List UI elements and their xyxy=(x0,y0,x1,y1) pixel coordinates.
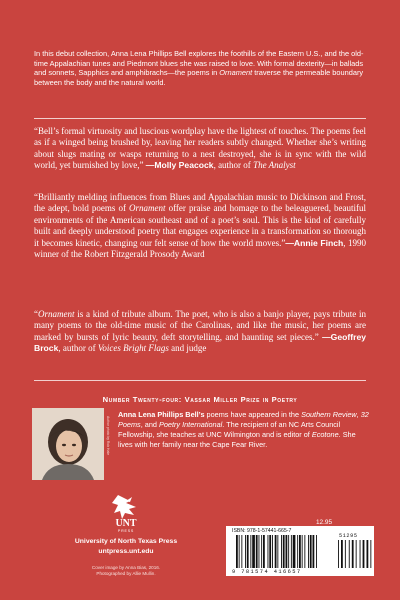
cover-credit-1: Cover image by Anna Bias, 2016. xyxy=(91,565,161,570)
barcode-bar xyxy=(304,535,305,568)
barcode-supp-bar xyxy=(367,540,369,568)
bio-text: , xyxy=(356,410,361,419)
blurb-text: offer praise and homage to the beleaguered, beautiful environments of the American southeast and of a poet’s soul. This is the kind of carefully built and deeply understood poetry that engages experience in a transformation so thorough it becomes kinetic, changing our felt sense of how the world moves.” xyxy=(34,203,366,248)
bio-journal: Southern Review xyxy=(301,410,357,419)
photo-credit: Author photo by Rob Hale xyxy=(106,416,110,456)
barcode-bar xyxy=(277,535,278,568)
author-portrait-image xyxy=(32,408,104,480)
barcode-bar xyxy=(288,535,289,568)
bio-journal: 32 Poems xyxy=(118,410,369,430)
bio-journal: Poetry International xyxy=(158,420,223,430)
barcode-bar xyxy=(241,535,242,568)
intro-text-end: traverse the permeable boundary between the body and the natural world. xyxy=(34,68,364,88)
author-photo xyxy=(32,408,104,480)
barcode-supp-bar xyxy=(338,540,339,568)
barcode-bar xyxy=(281,535,282,568)
prize-line: Number Twenty-four: Vassar Miller Prize in Poetry xyxy=(102,395,298,404)
barcode-bar xyxy=(250,535,251,568)
barcode-bar xyxy=(268,535,269,568)
barcode-supp-bar xyxy=(352,540,354,568)
barcode-supplement-digits: 51295 xyxy=(339,533,358,539)
bio-author-name: Anna Lena Phillips Bell’s xyxy=(118,410,205,419)
isbn-number: ISBN: 978-1-57441-665-7 xyxy=(232,528,292,534)
divider-bottom xyxy=(34,380,366,381)
barcode-bar xyxy=(316,535,317,568)
unt-press-eagle-logo xyxy=(96,493,156,533)
logo-press-text: PRESS xyxy=(117,529,135,533)
barcode-bar xyxy=(313,535,315,568)
blurb-author: —Molly Peacock xyxy=(145,160,214,171)
bio-text: poems have appeared in the xyxy=(204,410,302,419)
barcode-bar xyxy=(308,535,309,568)
blurb-author: —Annie Finch xyxy=(285,237,344,248)
publisher-url[interactable]: untpress.unt.edu xyxy=(98,548,154,555)
blurb-text: , author of xyxy=(213,160,254,171)
barcode-supp-bar xyxy=(345,540,346,568)
barcode-bar xyxy=(272,535,273,568)
blurb-author: —Geoffrey Brock xyxy=(34,331,366,354)
barcode-bar xyxy=(261,535,262,568)
price: 12.95 xyxy=(316,519,332,526)
barcode-bar xyxy=(299,535,301,568)
barcode-bar xyxy=(310,535,312,568)
barcode-bar xyxy=(297,535,298,568)
barcode-bar xyxy=(252,535,255,568)
blurb-text: is a kind of tribute album. The poet, who is also a banjo player, pays tribute in many poems to the old-time music of the Carolinas, and like the music, her poems are marked by bursts of lyric beauty, deft storytelling, and haunting set pieces.” xyxy=(34,309,366,342)
barcode-bar xyxy=(247,535,249,568)
bio-text: , and xyxy=(140,420,159,430)
isbn-barcode xyxy=(226,526,374,576)
barcode-bar xyxy=(269,535,271,568)
blurb-brock xyxy=(34,309,366,355)
barcode-bar xyxy=(245,535,246,568)
intro-book-title: Ornament xyxy=(219,68,253,78)
blurb-quote-mark: “ xyxy=(34,309,38,319)
barcode-supp-bar xyxy=(363,540,365,568)
blurb-text: “Bell’s formal virtuosity and luscious wordplay have the lightest of touches. The poems feel as if a winged being brushed by, leaving her readers subtly changed. Whether she’s writing about slugs mating or wasps returning to a nest destroyed, she is in sync with the wild world, yet burnished by love,” xyxy=(34,126,366,171)
logo-unt-text: UNT xyxy=(115,518,137,529)
barcode-bar xyxy=(263,535,265,568)
bio-text: . She lives with her family near the Cape Fear River. xyxy=(118,430,356,450)
blurb-text: and judge xyxy=(168,343,207,354)
blurb-book-title: Ornament xyxy=(38,309,75,319)
blurb-finch xyxy=(34,192,366,260)
barcode-bar xyxy=(275,535,277,568)
divider-top xyxy=(34,118,366,119)
barcode-bar xyxy=(286,535,288,568)
barcode-supp-bar xyxy=(349,540,350,568)
intro-paragraph xyxy=(34,49,366,88)
bio-text: . The recipient of an NC Arts Council Fellowship, she teaches at UNC Wilmington and is editor of xyxy=(118,420,341,440)
blurb-text: , author of xyxy=(58,343,98,354)
author-bio xyxy=(118,410,370,450)
bio-journal: Ecotone xyxy=(311,430,339,440)
barcode-bar xyxy=(239,535,240,568)
barcode-supp-bar xyxy=(341,540,343,568)
barcode-bar xyxy=(256,535,258,568)
publisher-name: University of North Texas Press xyxy=(74,538,178,545)
barcode-bar xyxy=(283,535,285,568)
barcode-bar xyxy=(302,535,303,568)
barcode-supp-bar xyxy=(356,540,357,568)
barcode-main-digits: 9 781574 416657 xyxy=(232,569,302,575)
blurb-work-title: Voices Bright Flags xyxy=(97,343,169,354)
intro-text: In this debut collection, Anna Lena Phillips Bell explores the foothills of the Eastern U.S., and the old-time Appalachian tunes and Piedmont blues she was raised to love. With formal dexterity—in ballads and sonnets, Sapphics and amphibrachs—the poems in xyxy=(34,49,364,78)
blurb-book-title: Ornament xyxy=(129,203,166,214)
blurb-text: “Brilliantly melding influences from Blues and Appalachian music to Dickinson and Frost, the adept, bold poems of xyxy=(34,192,366,214)
blurb-text: , 1990 winner of the Robert Fitzgerald Prosody Award xyxy=(34,237,366,260)
cover-credit-2: Photographed by Allie Mullin. xyxy=(96,571,156,576)
barcode-bar xyxy=(259,535,260,568)
barcode-bar xyxy=(236,535,238,568)
barcode-supp-bar xyxy=(370,540,371,568)
blurb-peacock xyxy=(34,126,366,172)
barcode-bar xyxy=(293,535,296,568)
barcode-supp-bar xyxy=(360,540,361,568)
blurb-work-title: The Analyst xyxy=(253,160,296,171)
barcode-bar xyxy=(291,535,292,568)
